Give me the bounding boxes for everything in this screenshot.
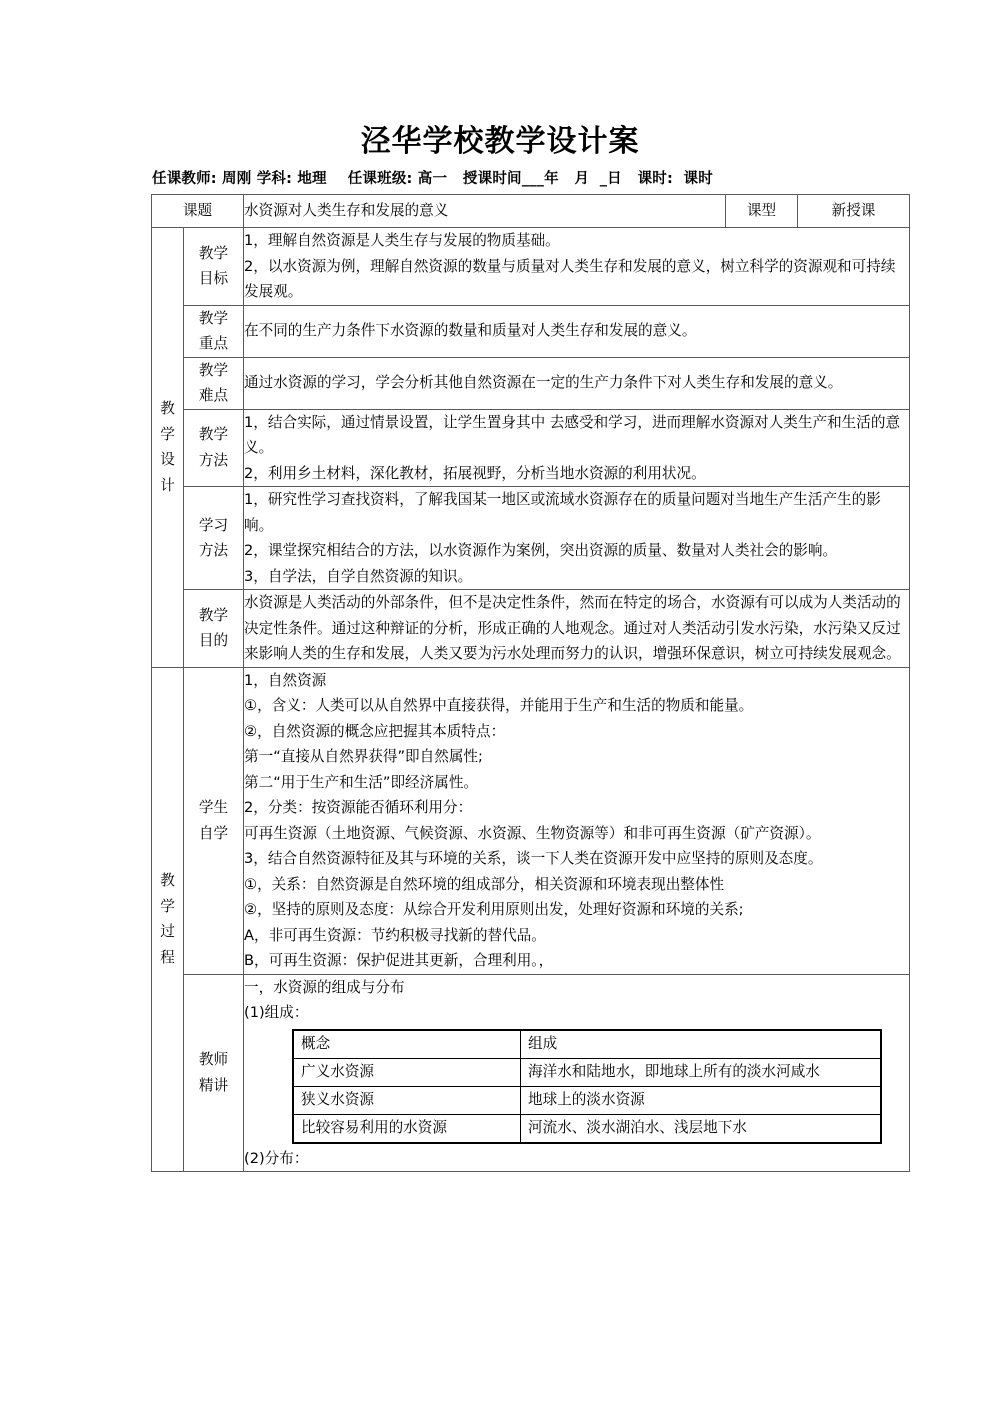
table-row-student-self-study [152, 667, 910, 974]
row-content-student-self-study-para-6: 可再生资源（土地资源、气候资源、水资源、生物资源等）和非可再生资源（矿产资源）。 [244, 824, 821, 842]
row-content-student-self-study [244, 667, 910, 974]
table-row-teacher-lecture [152, 974, 910, 1172]
group-label-teaching-process [152, 667, 184, 1172]
teaching-process-char-2: 过 [160, 923, 175, 941]
row-label-teaching-key-points [184, 305, 244, 357]
water-resource-composition-table [292, 1029, 882, 1144]
row-content-teaching-purpose [244, 590, 910, 668]
row-label-student-self-study-line-0: 学生 [198, 799, 229, 816]
row-content-teaching-methods-para-1: 2，利用乡土材料，深化教材，拓展视野，分析当地水资源的利用状况。 [244, 464, 706, 482]
row-content-student-self-study-para-1: ①，含义：人类可以从自然界中直接获得，并能用于生产和生活的物质和能量。 [244, 697, 754, 714]
teaching-process-char-3: 程 [160, 948, 175, 966]
teaching-design-char-0: 教 [160, 400, 175, 418]
row-content-teaching-key-points-para-0: 在不同的生产力条件下水资源的数量和质量对人类生存和发展的意义。 [244, 322, 697, 340]
row-content-teaching-key-points [244, 305, 910, 357]
water-resource-cell-0-1: 海洋水和陆地水，即地球上所有的淡水河咸水 [521, 1058, 882, 1086]
row-label-learning-methods-line-1: 方法 [198, 542, 229, 559]
row-label-learning-methods-line-0: 学习 [198, 516, 229, 534]
water-resource-header-row [293, 1030, 881, 1059]
row-content-learning-methods [244, 487, 910, 590]
teacher-lecture-after-para-0: (2)分布： [244, 1149, 309, 1167]
row-content-student-self-study-para-2: ②，自然资源的概念应把握其本质特点： [244, 722, 506, 740]
table-row-teaching-objectives [152, 228, 910, 306]
row-content-teaching-methods [244, 409, 910, 487]
table-row-teaching-difficulties [152, 357, 910, 409]
teacher-lecture-before-para-0: 一，水资源的组成与分布 [244, 978, 405, 996]
water-resource-table-body [293, 1030, 881, 1143]
row-content-student-self-study-para-5: 2，分类：按资源能否循环利用分： [244, 799, 473, 816]
row-label-teaching-methods-line-1: 方法 [198, 451, 229, 469]
course-title-value: 水资源对人类生存和发展的意义 [244, 195, 726, 228]
teaching-process-char-1: 学 [160, 897, 175, 915]
teacher-lecture-lines-before [244, 975, 909, 1026]
table-row-learning-methods [152, 487, 910, 590]
row-content-teaching-objectives [244, 228, 910, 306]
group-label-teaching-design-stack [152, 396, 183, 498]
teacher-lecture-before-para-1: (1)组成： [244, 1004, 309, 1021]
row-content-student-self-study-para-3: 第一“直接从自然界获得”即自然属性; [244, 748, 483, 765]
water-resource-cell-1-0: 狭义水资源 [293, 1086, 521, 1114]
row-label-student-self-study [184, 667, 244, 974]
row-content-teacher-lecture [244, 974, 910, 1172]
row-content-teaching-difficulties-para-0: 通过水资源的学习，学会分析其他自然资源在一定的生产力条件下对人类生存和发展的意义。 [244, 374, 843, 392]
water-resource-table-wrap [244, 1029, 909, 1144]
teaching-process-char-0: 教 [160, 872, 175, 890]
row-content-teaching-objectives-para-0: 1，理解自然资源是人类生存与发展的物质基础。 [244, 232, 560, 249]
row-content-teaching-methods-para-0: 1，结合实际，通过情景设置，让学生置身其中 去感受和学习，进而理解水资源对人类生产和生活的意义。 [244, 413, 901, 456]
water-resource-header-cell-0: 概念 [293, 1030, 521, 1059]
row-content-teaching-objectives-para-1: 2，以水资源为例，理解自然资源的数量与质量对人类生存和发展的意义，树立科学的资源观和可持续发展观。 [244, 257, 896, 300]
page-title: 泾华学校教学设计案 [360, 124, 640, 159]
row-label-teaching-key-points-line-0: 教学 [198, 309, 229, 327]
course-title-label: 课题 [152, 195, 244, 228]
row-content-learning-methods-para-1: 2，课堂探究相结合的方法，以水资源作为案例，突出资源的质量、数量对人类社会的影响。 [244, 542, 838, 559]
row-label-teacher-lecture-line-0: 教师 [198, 1051, 229, 1069]
row-content-student-self-study-para-10: A，非可再生资源：节约积极寻找新的替代品。 [244, 926, 546, 944]
teaching-design-char-2: 设 [160, 451, 175, 469]
water-resource-row-2 [293, 1114, 881, 1143]
row-label-teacher-lecture [184, 974, 244, 1172]
row-label-teaching-difficulties-line-0: 教学 [198, 361, 229, 379]
row-label-learning-methods [184, 487, 244, 590]
teaching-design-char-1: 学 [160, 425, 175, 443]
row-content-teaching-purpose-para-0: 水资源是人类活动的外部条件，但不是决定性条件，然而在特定的场合，水资源有可以成为人类活动的决定性条件。通过这种辩证的分析，形成正确的人地观念。通过对人类活动引发水污染，水污染又反过来影响人类的生存和发展，人类又要为污水处理而努力的认识，增强环保意识，树立可持续发展观念。 [244, 594, 901, 662]
row-content-student-self-study-para-7: 3，结合自然资源特征及其与环境的关系，谈一下人类在资源开发中应坚持的原则及态度。 [244, 850, 823, 867]
row-content-student-self-study-para-9: ②，坚持的原则及态度：从综合开发利用原则出发，处理好资源和环境的关系; [244, 901, 744, 918]
row-label-teaching-difficulties-line-1: 难点 [198, 387, 229, 404]
water-resource-cell-2-0: 比较容易利用的水资源 [293, 1114, 521, 1143]
row-content-learning-methods-para-0: 1，研究性学习查找资料，了解我国某一地区或流域水资源存在的质量问题对当地生产生活产生的影响。 [244, 491, 881, 534]
group-label-teaching-design [152, 228, 184, 668]
row-content-teaching-difficulties [244, 357, 910, 409]
group-label-teaching-process-stack [152, 868, 183, 970]
row-label-teaching-purpose-line-0: 教学 [198, 606, 229, 624]
water-resource-cell-0-0: 广义水资源 [293, 1058, 521, 1086]
row-content-student-self-study-para-4: 第二“用于生产和生活”即经济属性。 [244, 773, 479, 791]
teacher-meta-line: 任课教师: 周刚 学科: 地理 任课班级: 高一 授课时间___年 月 _日 课时: 课时 [152, 171, 713, 187]
row-label-teacher-lecture-line-1: 精讲 [198, 1076, 229, 1094]
row-label-teaching-methods [184, 409, 244, 487]
row-content-student-self-study-para-0: 1，自然资源 [244, 671, 327, 689]
row-label-teaching-difficulties [184, 357, 244, 409]
teacher-lecture-lines-after [244, 1146, 909, 1172]
water-resource-row-1 [293, 1086, 881, 1114]
row-content-student-self-study-para-11: B，可再生资源：保护促进其更新，合理利用。， [244, 952, 554, 969]
course-type-value: 新授课 [798, 195, 910, 228]
row-label-student-self-study-line-1: 自学 [198, 824, 229, 842]
table-row-teaching-methods [152, 409, 910, 487]
teaching-design-char-3: 计 [160, 476, 175, 494]
course-type-label: 课型 [726, 195, 798, 228]
water-resource-cell-1-1: 地球上的淡水资源 [521, 1086, 882, 1114]
water-resource-header-cell-1: 组成 [521, 1030, 882, 1059]
table-row-teaching-purpose [152, 590, 910, 668]
row-label-teaching-methods-line-0: 教学 [198, 426, 229, 444]
row-label-teaching-objectives-line-1: 目标 [198, 270, 229, 288]
lesson-plan-table [151, 194, 910, 1172]
row-label-teaching-purpose [184, 590, 244, 668]
table-row-teaching-key-points [152, 305, 910, 357]
row-label-teaching-purpose-line-1: 目的 [198, 632, 229, 650]
row-content-student-self-study-para-8: ①，关系：自然资源是自然环境的组成部分，相关资源和环境表现出整体性 [244, 875, 725, 893]
water-resource-row-0 [293, 1058, 881, 1086]
row-content-learning-methods-para-2: 3，自学法，自学自然资源的知识。 [244, 567, 473, 585]
row-label-teaching-objectives-line-0: 教学 [198, 244, 229, 262]
table-row-course-title [152, 195, 910, 228]
water-resource-cell-2-1: 河流水、淡水湖泊水、浅层地下水 [521, 1114, 882, 1143]
row-label-teaching-key-points-line-1: 重点 [198, 335, 229, 352]
row-label-teaching-objectives [184, 228, 244, 306]
